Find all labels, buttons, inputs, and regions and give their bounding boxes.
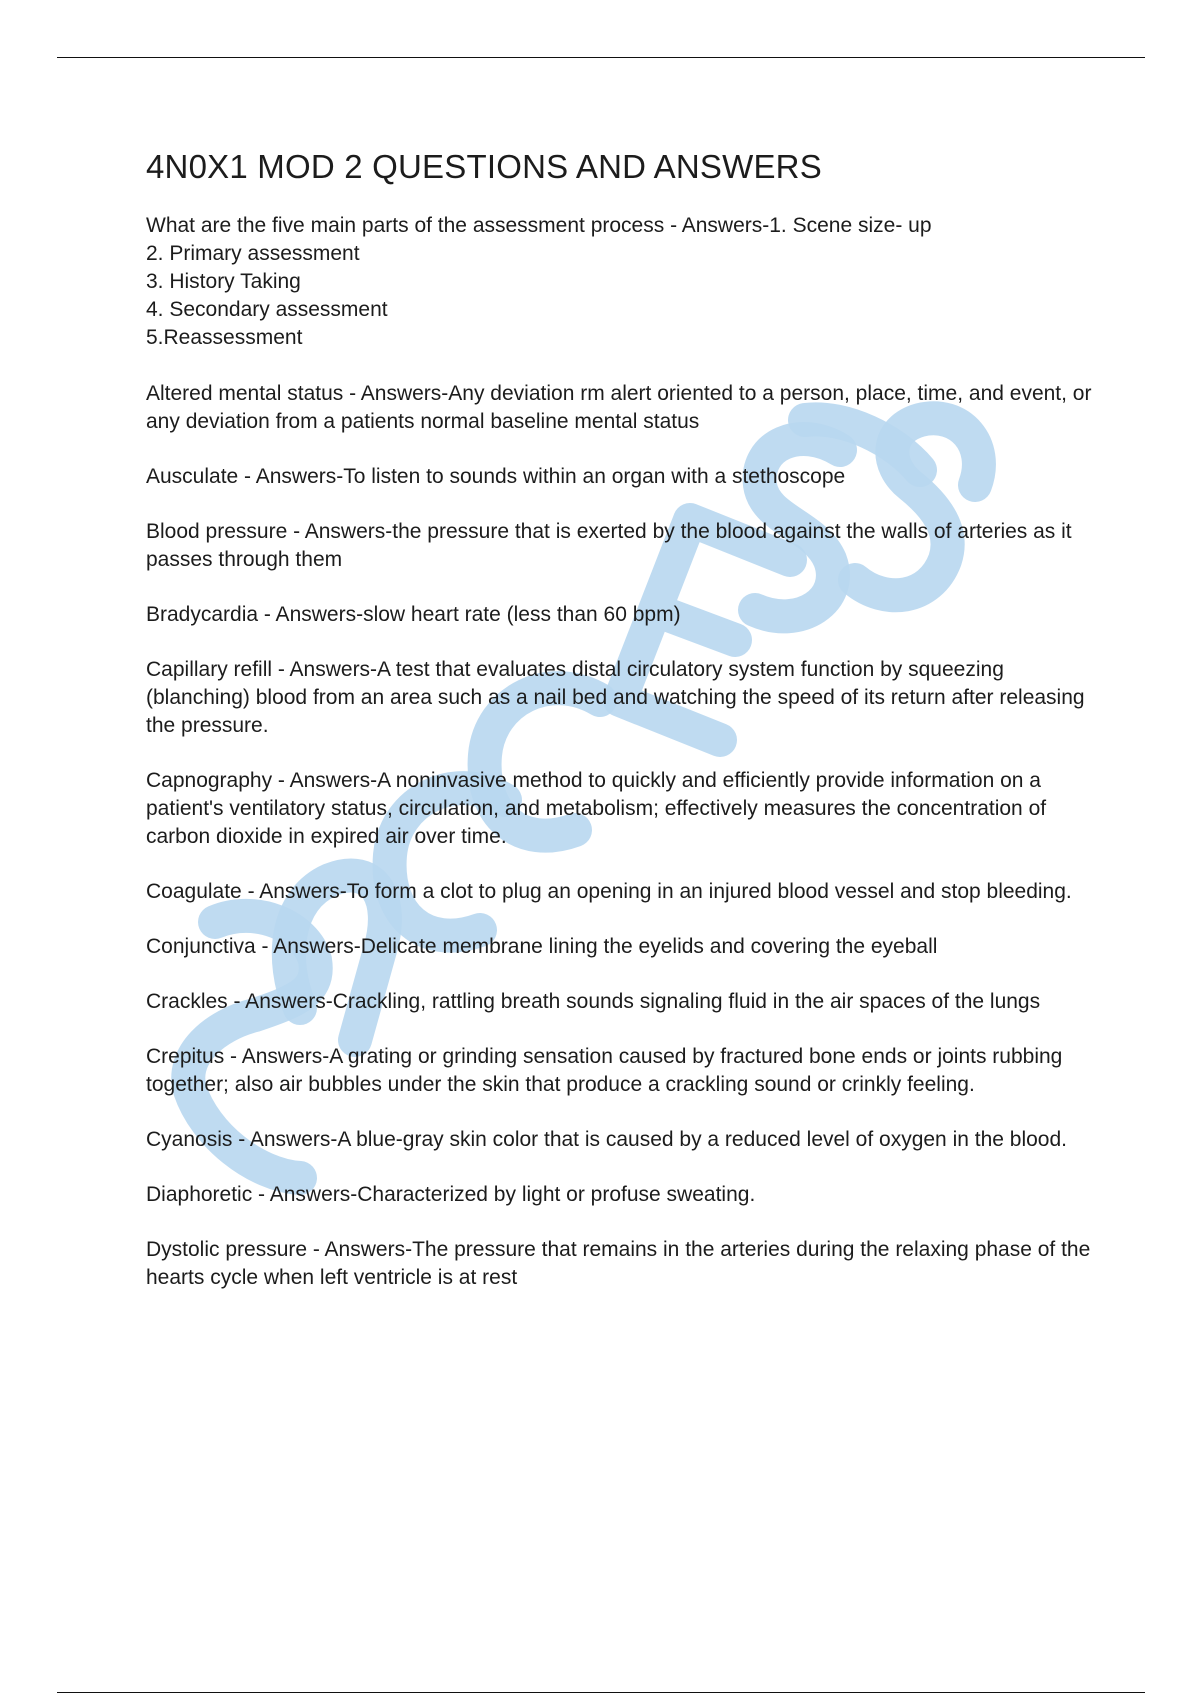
qa-entry-crackles: Crackles - Answers-Crackling, rattling breath sounds signaling fluid in the air spaces of the lungs: [146, 989, 1041, 1013]
qa-entry-capillary-refill: Capillary refill - Answers-A test that evaluates distal circulatory system function by squeezing (blanching) blood from an area such as a nail bed and watching the speed of its return after releasing the pressure.: [146, 657, 1085, 737]
first-question-line: What are the five main parts of the assessment process - Answers-1. Scene size- up: [146, 213, 932, 237]
qa-entry-cyanosis: Cyanosis - Answers-A blue-gray skin color that is caused by a reduced level of oxygen in the blood.: [146, 1127, 1067, 1151]
first-question-block: [146, 212, 1106, 352]
qa-entry-crepitus: Crepitus - Answers-A grating or grinding sensation caused by fractured bone ends or joints rubbing together; also air bubbles under the skin that produce a crackling sound or crinkly feeling.: [146, 1044, 1063, 1096]
document-title: 4N0X1 MOD 2 QUESTIONS AND ANSWERS: [146, 148, 822, 185]
qa-entry-diaphoretic: Diaphoretic - Answers-Characterized by light or profuse sweating.: [146, 1182, 756, 1206]
qa-entry-bradycardia: Bradycardia - Answers-slow heart rate (less than 60 bpm): [146, 602, 681, 626]
first-question-line: 2. Primary assessment: [146, 241, 360, 265]
qa-entry-blood-pressure: Blood pressure - Answers-the pressure that is exerted by the blood against the walls of arteries as it passes through them: [146, 519, 1072, 571]
first-question-line: 3. History Taking: [146, 269, 301, 293]
bottom-rule: [57, 1692, 1145, 1693]
top-rule: [57, 57, 1145, 58]
qa-entry-capnography: Capnography - Answers-A noninvasive method to quickly and efficiently provide information on a patient's ventilatory status, circulation, and metabolism; effectively measures the concentration of carbon dioxide in expired air over time.: [146, 768, 1047, 848]
qa-entry-ausculate: Ausculate - Answers-To listen to sounds within an organ with a stethoscope: [146, 464, 846, 488]
qa-entry-coagulate: Coagulate - Answers-To form a clot to plug an opening in an injured blood vessel and stop bleeding.: [146, 879, 1072, 903]
qa-entry-altered-mental-status: Altered mental status - Answers-Any deviation rm alert oriented to a person, place, time, and event, or any deviation from a patients normal baseline mental status: [146, 381, 1092, 433]
qa-entry-dystolic-pressure: Dystolic pressure - Answers-The pressure that remains in the arteries during the relaxing phase of the hearts cycle when left ventricle is at rest: [146, 1237, 1091, 1289]
first-question-line: 4. Secondary assessment: [146, 297, 388, 321]
first-question-line: 5.Reassessment: [146, 325, 303, 349]
qa-entry-conjunctiva: Conjunctiva - Answers-Delicate membrane lining the eyelids and covering the eyeball: [146, 934, 938, 958]
document-body: [146, 148, 1106, 1319]
